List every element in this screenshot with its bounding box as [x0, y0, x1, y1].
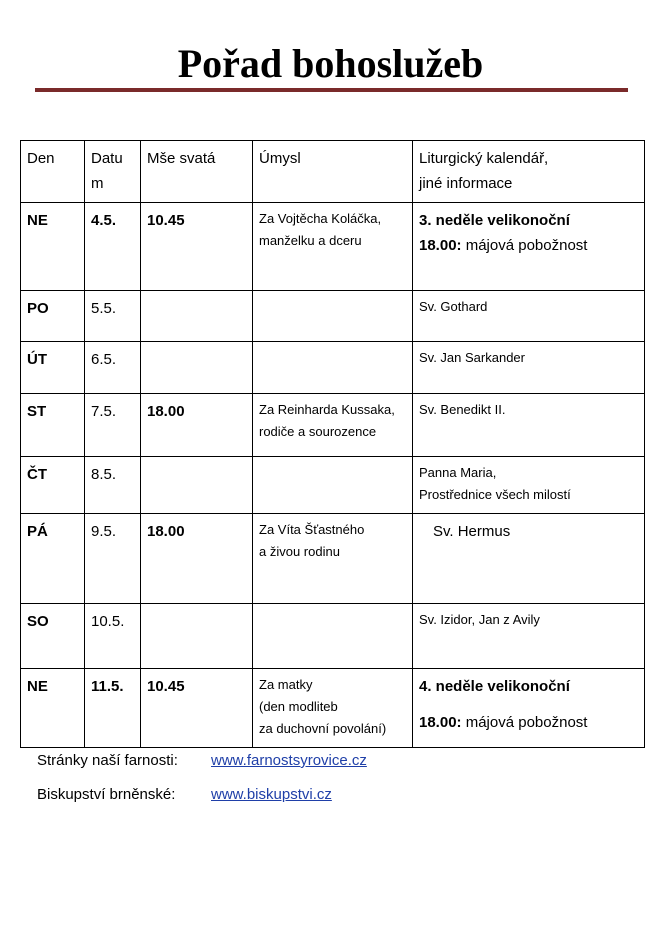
parish-link-wrap[interactable]: [211, 751, 367, 771]
date-cell: 6.5.: [85, 342, 141, 394]
day-cell: ST: [21, 394, 85, 457]
day-cell: NE: [21, 203, 85, 291]
mass-cell: [141, 604, 253, 669]
mass-cell: 10.45: [141, 669, 253, 748]
header-den: Den: [21, 141, 85, 203]
date-cell: 8.5.: [85, 457, 141, 514]
date-cell: 7.5.: [85, 394, 141, 457]
mass-cell: 18.00: [141, 394, 253, 457]
calendar-cell: Sv. Hermus: [413, 514, 645, 604]
date-cell: 9.5.: [85, 514, 141, 604]
table-row: [21, 203, 645, 291]
intent-cell: Za Vojtěcha Koláčka, manželku a dceru: [253, 203, 413, 291]
calendar-cell: 3. neděle velikonoční 18.00: májová pobožnost: [413, 203, 645, 291]
table-row: [21, 669, 645, 748]
table-row: [21, 514, 645, 604]
table-row: [21, 604, 645, 669]
table-row: [21, 394, 645, 457]
day-cell: ČT: [21, 457, 85, 514]
calendar-cell: Sv. Jan Sarkander: [413, 342, 645, 394]
day-cell: SO: [21, 604, 85, 669]
calendar-cell: Sv. Izidor, Jan z Avily: [413, 604, 645, 669]
date-cell: 4.5.: [85, 203, 141, 291]
intent-cell: [253, 291, 413, 342]
diocese-label: Biskupství brněnské:: [37, 786, 176, 803]
calendar-cell: 4. neděle velikonoční 18.00: májová pobožnost: [413, 669, 645, 748]
table-row: [21, 291, 645, 342]
diocese-link[interactable]: www.biskupstvi.cz: [211, 786, 332, 803]
title-underline: [35, 88, 628, 92]
intent-cell: [253, 342, 413, 394]
day-cell: ÚT: [21, 342, 85, 394]
page-title: Pořad bohoslužeb: [177, 41, 484, 86]
mass-cell: 10.45: [141, 203, 253, 291]
header-kalendar: Liturgický kalendář, jiné informace: [413, 141, 645, 203]
header-mse: Mše svatá: [141, 141, 253, 203]
intent-cell: Za Reinharda Kussaka, rodiče a sourozence: [253, 394, 413, 457]
services-table: [20, 140, 645, 748]
intent-cell: Za Víta Šťastného a živou rodinu: [253, 514, 413, 604]
date-cell: 5.5.: [85, 291, 141, 342]
mass-cell: [141, 291, 253, 342]
day-cell: PÁ: [21, 514, 85, 604]
mass-cell: [141, 342, 253, 394]
header-umysl: Úmysl: [253, 141, 413, 203]
calendar-cell: Sv. Gothard: [413, 291, 645, 342]
date-cell: 11.5.: [85, 669, 141, 748]
intent-cell: [253, 604, 413, 669]
table-row: [21, 457, 645, 514]
mass-cell: [141, 457, 253, 514]
day-cell: NE: [21, 669, 85, 748]
intent-cell: [253, 457, 413, 514]
table-row: [21, 342, 645, 394]
diocese-link-wrap[interactable]: [211, 785, 332, 805]
calendar-cell: Sv. Benedikt II.: [413, 394, 645, 457]
parish-label: Stránky naší farnosti:: [37, 752, 178, 769]
intent-cell: Za matky (den modliteb za duchovní povolání): [253, 669, 413, 748]
calendar-cell: Panna Maria, Prostřednice všech milostí: [413, 457, 645, 514]
table-header-row: [21, 141, 645, 203]
header-datum: Datu m: [85, 141, 141, 203]
mass-cell: 18.00: [141, 514, 253, 604]
parish-link[interactable]: www.farnostsyrovice.cz: [211, 752, 367, 769]
date-cell: 10.5.: [85, 604, 141, 669]
day-cell: PO: [21, 291, 85, 342]
